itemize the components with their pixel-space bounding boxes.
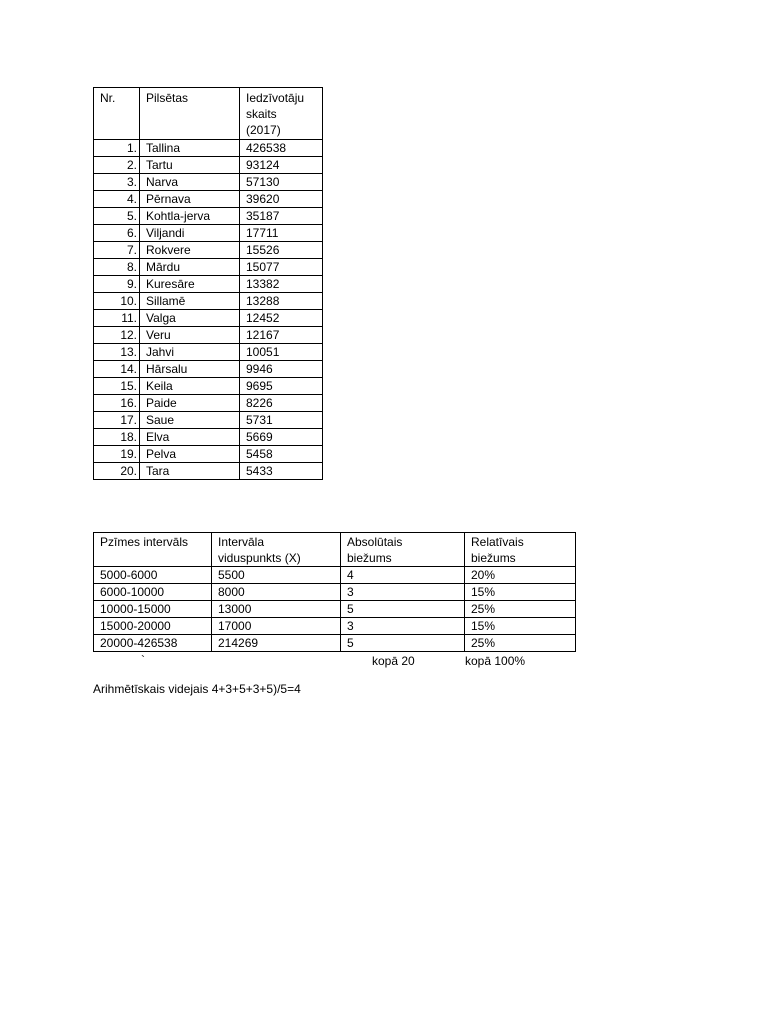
interval-row-relative: 15% [465, 584, 576, 601]
city-row-nr: 20. [94, 463, 140, 480]
city-row-population: 13288 [240, 293, 323, 310]
interval-row [94, 567, 576, 584]
city-row-nr: 10. [94, 293, 140, 310]
total-relative-frequency: kopā 100% [465, 654, 526, 668]
city-row [94, 412, 323, 429]
header-relative-frequency [465, 533, 576, 567]
city-row-name: Valga [140, 310, 240, 327]
city-row-name: Mārdu [140, 259, 240, 276]
city-row-nr: 16. [94, 395, 140, 412]
interval-row [94, 584, 576, 601]
city-row [94, 327, 323, 344]
city-row [94, 208, 323, 225]
city-row-population: 12167 [240, 327, 323, 344]
city-row-nr: 17. [94, 412, 140, 429]
city-row-name: Elva [140, 429, 240, 446]
city-row-nr: 7. [94, 242, 140, 259]
interval-row-relative: 25% [465, 601, 576, 618]
city-row-name: Jahvi [140, 344, 240, 361]
city-row-population: 9695 [240, 378, 323, 395]
interval-row-absolute: 5 [341, 601, 465, 618]
header-population-line: (2017) [246, 123, 281, 137]
interval-row [94, 601, 576, 618]
cities-population-table [93, 87, 323, 480]
interval-row-midpoint: 13000 [212, 601, 341, 618]
stray-tick-mark: ` [141, 653, 145, 667]
city-row-population: 57130 [240, 174, 323, 191]
city-row [94, 463, 323, 480]
interval-row-midpoint: 8000 [212, 584, 341, 601]
city-row [94, 429, 323, 446]
interval-frequency-table [93, 532, 576, 652]
interval-row-absolute: 4 [341, 567, 465, 584]
city-row-nr: 5. [94, 208, 140, 225]
city-row [94, 140, 323, 157]
arithmetic-mean-text: Arihmētīskais videjais 4+3+5+3+5)/5=4 [93, 682, 301, 696]
header-absolute-line: biežums [347, 551, 392, 565]
header-midpoint-line: viduspunkts (X) [218, 551, 301, 565]
city-row-name: Keila [140, 378, 240, 395]
city-row-population: 35187 [240, 208, 323, 225]
header-relative-line: Relatīvais [471, 535, 524, 549]
city-row-name: Paide [140, 395, 240, 412]
interval-row-range: 20000-426538 [94, 635, 212, 652]
city-row-population: 10051 [240, 344, 323, 361]
header-midpoint [212, 533, 341, 567]
city-row-nr: 9. [94, 276, 140, 293]
city-row-name: Hārsalu [140, 361, 240, 378]
city-row-population: 8226 [240, 395, 323, 412]
city-row [94, 293, 323, 310]
city-row-population: 93124 [240, 157, 323, 174]
city-row [94, 225, 323, 242]
header-city: Pilsētas [140, 88, 240, 140]
header-absolute-line: Absolūtais [347, 535, 403, 549]
interval-row-absolute: 3 [341, 618, 465, 635]
city-row-nr: 14. [94, 361, 140, 378]
city-row-population: 5433 [240, 463, 323, 480]
interval-row [94, 618, 576, 635]
header-relative-line: biežums [471, 551, 516, 565]
interval-row-range: 10000-15000 [94, 601, 212, 618]
header-population-line: Iedzīvotāju [246, 91, 305, 105]
city-row [94, 446, 323, 463]
city-row [94, 276, 323, 293]
city-row-name: Sillamē [140, 293, 240, 310]
city-row-nr: 18. [94, 429, 140, 446]
city-row-population: 17711 [240, 225, 323, 242]
interval-row-relative: 15% [465, 618, 576, 635]
city-row [94, 174, 323, 191]
interval-row-midpoint: 17000 [212, 618, 341, 635]
city-row-nr: 1. [94, 140, 140, 157]
city-row-name: Pelva [140, 446, 240, 463]
header-midpoint-line: Intervāla [218, 535, 265, 549]
city-row-nr: 6. [94, 225, 140, 242]
city-row [94, 259, 323, 276]
city-row [94, 242, 323, 259]
interval-row-absolute: 3 [341, 584, 465, 601]
city-row-population: 5731 [240, 412, 323, 429]
header-population-line: skaits [246, 107, 277, 121]
city-row-population: 5458 [240, 446, 323, 463]
total-absolute-frequency: kopā 20 [372, 654, 415, 668]
city-row-nr: 12. [94, 327, 140, 344]
interval-row-midpoint: 214269 [212, 635, 341, 652]
city-row-nr: 8. [94, 259, 140, 276]
city-row-name: Tara [140, 463, 240, 480]
city-row [94, 191, 323, 208]
city-row [94, 157, 323, 174]
interval-table-body [94, 567, 576, 652]
cities-table-header-row [94, 88, 323, 140]
header-nr: Nr. [94, 88, 140, 140]
city-row-nr: 13. [94, 344, 140, 361]
city-row-population: 13382 [240, 276, 323, 293]
interval-row-relative: 25% [465, 635, 576, 652]
city-row [94, 310, 323, 327]
city-row [94, 378, 323, 395]
city-row-population: 15077 [240, 259, 323, 276]
header-absolute-frequency [341, 533, 465, 567]
city-row-population: 15526 [240, 242, 323, 259]
city-row-name: Veru [140, 327, 240, 344]
city-row-population: 426538 [240, 140, 323, 157]
city-row-name: Narva [140, 174, 240, 191]
city-row-nr: 19. [94, 446, 140, 463]
city-row-nr: 3. [94, 174, 140, 191]
city-row-nr: 11. [94, 310, 140, 327]
city-row-name: Rokvere [140, 242, 240, 259]
interval-row [94, 635, 576, 652]
city-row-name: Viljandi [140, 225, 240, 242]
city-row-name: Kuresāre [140, 276, 240, 293]
city-row-nr: 2. [94, 157, 140, 174]
city-row [94, 361, 323, 378]
interval-table-header-row [94, 533, 576, 567]
header-population [240, 88, 323, 140]
interval-row-range: 6000-10000 [94, 584, 212, 601]
city-row-name: Saue [140, 412, 240, 429]
city-row-population: 5669 [240, 429, 323, 446]
interval-row-absolute: 5 [341, 635, 465, 652]
city-row [94, 395, 323, 412]
city-row-nr: 4. [94, 191, 140, 208]
interval-row-range: 15000-20000 [94, 618, 212, 635]
city-row-population: 12452 [240, 310, 323, 327]
cities-table-body [94, 140, 323, 480]
city-row [94, 344, 323, 361]
city-row-name: Tartu [140, 157, 240, 174]
city-row-nr: 15. [94, 378, 140, 395]
interval-row-range: 5000-6000 [94, 567, 212, 584]
city-row-name: Kohtla-jerva [140, 208, 240, 225]
city-row-population: 9946 [240, 361, 323, 378]
interval-row-relative: 20% [465, 567, 576, 584]
city-row-population: 39620 [240, 191, 323, 208]
city-row-name: Tallina [140, 140, 240, 157]
header-interval: Pzīmes intervāls [94, 533, 212, 567]
city-row-name: Pērnava [140, 191, 240, 208]
interval-row-midpoint: 5500 [212, 567, 341, 584]
